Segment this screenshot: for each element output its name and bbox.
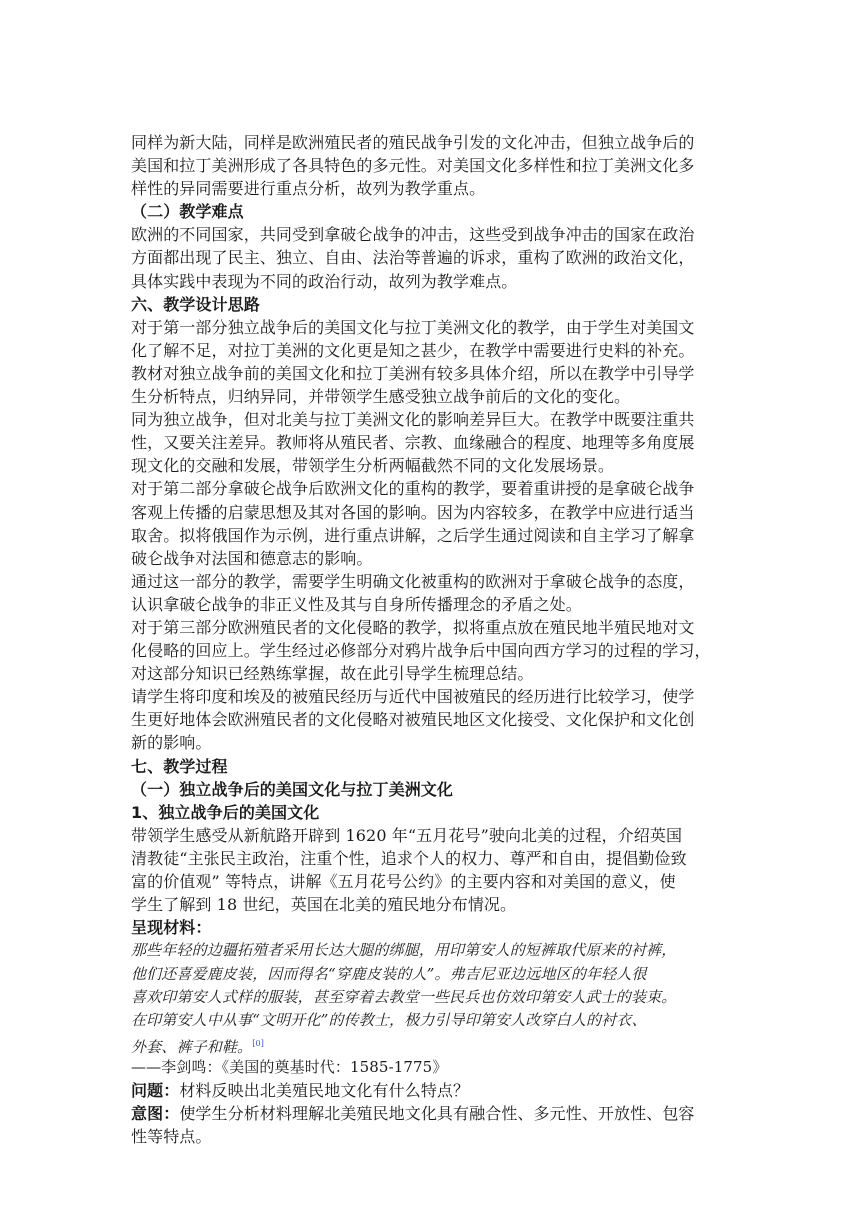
line-text: 教材对独立战争前的美国文化和拉丁美洲有较多具体介绍，所以在教学中引导学 <box>131 363 695 383</box>
paragraph-line <box>131 731 743 754</box>
heading-text: 六、教学设计思路 <box>131 294 260 314</box>
line-text: 同样为新大陆，同样是欧洲殖民者的殖民战争引发的文化冲击，但独立战争后的 <box>131 133 695 152</box>
paragraph-line <box>131 870 743 893</box>
line-label: 意图： <box>131 1103 180 1123</box>
quote-text: 外套、裤子和鞋。 <box>131 1038 253 1057</box>
quote-line <box>131 963 743 986</box>
line-text: 现文化的交融和发展，带领学生分析两幅截然不同的文化发展场景。 <box>131 456 615 476</box>
paragraph-line <box>131 501 743 524</box>
citation-link[interactable]: [0] <box>252 1039 264 1049</box>
line-text: 具体实践中表现为不同的政治行动，故列为教学难点。 <box>131 271 518 291</box>
section-heading <box>131 801 743 824</box>
paragraph-line <box>131 408 743 431</box>
line-text: 认识拿破仑战争的非正义性及其与自身所传播理念的矛盾之处。 <box>131 594 582 614</box>
paragraph-line <box>131 270 743 293</box>
paragraph-line <box>131 431 743 454</box>
paragraph-line <box>131 177 743 200</box>
line-text: 带领学生感受从新航路开辟到 1620 年“五月花号”驶向北美的过程，介绍英国 <box>131 825 683 845</box>
line-text: 通过这一部分的教学，需要学生明确文化被重构的欧洲对于拿破仑战争的态度， <box>131 571 695 591</box>
quote-text: 在印第安人中从事“文明开化”的传教士，极力引导印第安人改穿白人的衬衣、 <box>131 1011 647 1030</box>
line-text: 客观上传播的启蒙思想及其对各国的影响。因为内容较多，在教学中应进行适当 <box>131 502 695 522</box>
labeled-line <box>131 1102 743 1125</box>
quote-line <box>131 1032 743 1055</box>
paragraph-line <box>131 477 743 500</box>
paragraph-line <box>131 454 743 477</box>
labeled-line <box>131 1079 743 1102</box>
paragraph-line <box>131 385 743 408</box>
line-text: 对于第三部分欧洲殖民者的文化侵略的教学，拟将重点放在殖民地半殖民地对文 <box>131 617 695 637</box>
document-page <box>131 131 743 1148</box>
paragraph-line <box>131 685 743 708</box>
line-text: 方面都出现了民主、独立、自由、法治等普遍的诉求，重构了欧洲的政治文化， <box>131 248 695 268</box>
paragraph-line <box>131 662 743 685</box>
paragraph-line <box>131 893 743 916</box>
paragraph-line <box>131 824 743 847</box>
paragraph-line <box>131 246 743 269</box>
heading-text: 七、教学过程 <box>131 756 228 776</box>
section-heading <box>131 200 743 223</box>
line-text: 请学生将印度和埃及的被殖民经历与近代中国被殖民的经历进行比较学习，使学 <box>131 687 695 707</box>
line-text: 新的影响。 <box>131 733 212 753</box>
paragraph-line <box>131 524 743 547</box>
quote-line <box>131 939 743 962</box>
section-heading <box>131 293 743 316</box>
line-text: 对于第二部分拿破仑战争后欧洲文化的重构的教学，要着重讲授的是拿破仑战争 <box>131 479 695 499</box>
line-text: 同为独立战争，但对北美与拉丁美洲文化的影响差异巨大。在教学中既要注重共 <box>131 410 695 430</box>
paragraph-line <box>131 362 743 385</box>
section-heading <box>131 916 743 939</box>
heading-text: （一）独立战争后的美国文化与拉丁美洲文化 <box>131 779 454 799</box>
line-text: 美国和拉丁美洲形成了各具特色的多元性。对美国文化多样性和拉丁美洲文化多 <box>131 156 695 176</box>
paragraph-line <box>131 154 743 177</box>
paragraph-line <box>131 547 743 570</box>
paragraph-line <box>131 616 743 639</box>
line-text: 欧洲的不同国家，共同受到拿破仑战争的冲击，这些受到战争冲击的国家在政治 <box>131 225 695 245</box>
line-text: 对这部分知识已经熟练掌握，故在此引导学生梳理总结。 <box>131 664 534 684</box>
line-text: 化侵略的回应上。学生经过必修部分对鸦片战争后中国向西方学习的过程的学习， <box>131 641 711 661</box>
source-text: ——李剑鸣：《美国的奠基时代：1585-1775》 <box>131 1057 448 1076</box>
paragraph-line <box>131 131 743 154</box>
line-text: 使学生分析材料理解北美殖民地文化具有融合性、多元性、开放性、包容 <box>179 1103 695 1123</box>
line-text: 生分析特点，归纳异同，并带领学生感受独立战争前后的文化的变化。 <box>131 387 631 407</box>
heading-text: （二）教学难点 <box>131 202 244 222</box>
paragraph-line <box>131 223 743 246</box>
quote-text: 喜欢印第安人式样的服装，甚至穿着去教堂一些民兵也仿效印第安人武士的装束。 <box>131 987 677 1006</box>
quote-line <box>131 1009 743 1032</box>
quote-text: 那些年轻的边疆拓殖者采用长达大腿的绑腿，用印第安人的短裤取代原来的衬裤， <box>131 941 677 960</box>
quote-line <box>131 986 743 1009</box>
quote-source <box>131 1056 743 1079</box>
line-text: 对于第一部分独立战争后的美国文化与拉丁美洲文化的教学，由于学生对美国文 <box>131 317 695 337</box>
paragraph-line <box>131 316 743 339</box>
heading-text: 1、独立战争后的美国文化 <box>131 802 320 822</box>
line-label: 问题： <box>131 1080 180 1100</box>
section-heading <box>131 755 743 778</box>
line-text: 破仑战争对法国和德意志的影响。 <box>131 548 373 568</box>
paragraph-line <box>131 1125 743 1148</box>
line-text: 清教徒“主张民主政治，注重个性，追求个人的权力、尊严和自由，提倡勤俭致 <box>131 848 687 868</box>
heading-text: 呈现材料： <box>131 918 212 938</box>
line-text: 性等特点。 <box>131 1127 212 1147</box>
line-text: 材料反映出北美殖民地文化有什么特点？ <box>179 1080 470 1100</box>
paragraph-line <box>131 708 743 731</box>
line-text: 取舍。拟将俄国作为示例，进行重点讲解，之后学生通过阅读和自主学习了解拿 <box>131 525 695 545</box>
paragraph-line <box>131 847 743 870</box>
line-text: 样性的异同需要进行重点分析，故列为教学重点。 <box>131 179 486 199</box>
line-text: 学生了解到 18 世纪，英国在北美的殖民地分布情况。 <box>131 895 517 915</box>
paragraph-line <box>131 593 743 616</box>
line-text: 富的价值观” 等特点，讲解《五月花号公约》的主要内容和对美国的意义，使 <box>131 872 676 891</box>
section-heading <box>131 778 743 801</box>
paragraph-line <box>131 639 743 662</box>
line-text: 化了解不足，对拉丁美洲的文化更是知之甚少，在教学中需要进行史料的补充。 <box>131 340 695 360</box>
line-text: 性，又要关注差异。教师将从殖民者、宗教、血缘融合的程度、地理等多角度展 <box>131 433 695 453</box>
paragraph-line <box>131 339 743 362</box>
quote-text: 他们还喜爱鹿皮装，因而得名“穿鹿皮装的人”。弗吉尼亚边远地区的年轻人很 <box>131 964 647 983</box>
line-text: 生更好地体会欧洲殖民者的文化侵略对被殖民地区文化接受、文化保护和文化创 <box>131 710 695 730</box>
paragraph-line <box>131 570 743 593</box>
